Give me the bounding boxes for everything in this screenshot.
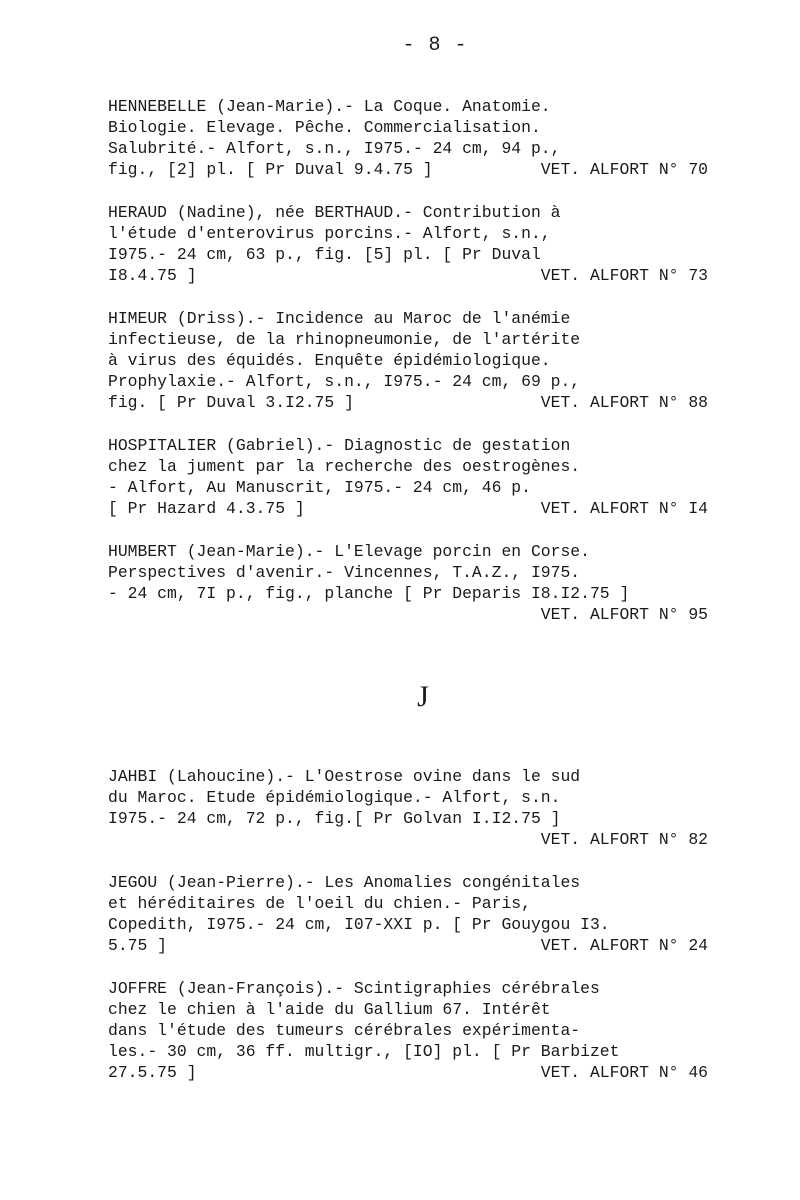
entry-line: JAHBI (Lahoucine).- L'Oestrose ovine dans le sud	[108, 767, 581, 786]
entry-line: HUMBERT (Jean-Marie).- L'Elevage porcin en Corse.	[108, 542, 590, 561]
entry-line: JEGOU (Jean-Pierre).- Les Anomalies congénitales	[108, 873, 581, 892]
entry-line: - Alfort, Au Manuscrit, I975.- 24 cm, 46 p.	[108, 478, 531, 497]
entry-line: infectieuse, de la rhinopneumonie, de l'artérite	[108, 330, 581, 349]
entry-line: à virus des équidés. Enquête épidémiologique.	[108, 351, 551, 370]
call-number: VET. ALFORT N° 46	[540, 1063, 708, 1082]
entry-line: Prophylaxie.- Alfort, s.n., I975.- 24 cm, 69 p.,	[108, 372, 581, 391]
bibliography-entry	[108, 202, 708, 286]
entry-line: fig. [ Pr Duval 3.I2.75 ] VET. ALFORT N° 88	[108, 393, 708, 412]
call-number: VET. ALFORT N° 88	[540, 393, 708, 412]
entry-line: Biologie. Elevage. Pêche. Commercialisation.	[108, 118, 541, 137]
call-number: VET. ALFORT N° I4	[540, 499, 708, 518]
bibliography-entry	[108, 308, 708, 413]
call-number: VET. ALFORT N° 82	[540, 830, 708, 849]
entry-line: les.- 30 cm, 36 ff. multigr., [IO] pl. [ Pr Barbizet	[108, 1042, 620, 1061]
call-number: VET. ALFORT N° 24	[540, 936, 708, 955]
entry-line: I8.4.75 ] VET. ALFORT N° 73	[108, 266, 708, 285]
section-letter: J	[417, 680, 429, 713]
entry-line	[108, 604, 708, 625]
call-number: VET. ALFORT N° 95	[540, 605, 708, 624]
entry-line: HOSPITALIER (Gabriel).- Diagnostic de gestation	[108, 436, 571, 455]
bibliography-entry	[108, 978, 708, 1083]
entry-line: [ Pr Hazard 4.3.75 ] VET. ALFORT N° I4	[108, 499, 708, 518]
entry-line: du Maroc. Etude épidémiologique.- Alfort, s.n.	[108, 788, 561, 807]
entry-line: dans l'étude des tumeurs cérébrales expérimenta-	[108, 1021, 581, 1040]
entry-line: fig., [2] pl. [ Pr Duval 9.4.75 ] VET. ALFORT N° 70	[108, 160, 708, 179]
entry-line: Perspectives d'avenir.- Vincennes, T.A.Z., I975.	[108, 563, 581, 582]
entry-line: I975.- 24 cm, 72 p., fig.[ Pr Golvan I.I2.75 ]	[108, 809, 561, 828]
entry-line: I975.- 24 cm, 63 p., fig. [5] pl. [ Pr Duval	[108, 245, 541, 264]
entry-line: chez le chien à l'aide du Gallium 67. Intérêt	[108, 1000, 551, 1019]
entry-line: - 24 cm, 7I p., fig., planche [ Pr Deparis I8.I2.75 ]	[108, 584, 630, 603]
entry-line: JOFFRE (Jean-François).- Scintigraphies cérébrales	[108, 979, 600, 998]
entry-line: HENNEBELLE (Jean-Marie).- La Coque. Anatomie.	[108, 97, 551, 116]
entries-j	[108, 766, 708, 1105]
entry-line: HIMEUR (Driss).- Incidence au Maroc de l'anémie	[108, 309, 571, 328]
entry-line: 5.75 ] VET. ALFORT N° 24	[108, 936, 708, 955]
entry-line: l'étude d'enterovirus porcins.- Alfort, s.n.,	[108, 224, 551, 243]
entry-line: Salubrité.- Alfort, s.n., I975.- 24 cm, 94 p.,	[108, 139, 561, 158]
bibliography-entry	[108, 96, 708, 180]
entry-line	[108, 829, 708, 850]
bibliography-entry	[108, 872, 708, 956]
entry-line: HERAUD (Nadine), née BERTHAUD.- Contribution à	[108, 203, 561, 222]
page-number: - 8 -	[402, 34, 468, 57]
bibliography-entry	[108, 435, 708, 519]
call-number: VET. ALFORT N° 73	[540, 266, 708, 285]
bibliography-entry	[108, 766, 708, 850]
entries-h	[108, 96, 708, 647]
entry-line: Copedith, I975.- 24 cm, I07-XXI p. [ Pr Gouygou I3.	[108, 915, 610, 934]
call-number: VET. ALFORT N° 70	[540, 160, 708, 179]
entry-line: et héréditaires de l'oeil du chien.- Paris,	[108, 894, 531, 913]
entry-line: chez la jument par la recherche des oestrogènes.	[108, 457, 581, 476]
bibliography-entry	[108, 541, 708, 625]
entry-line: 27.5.75 ] VET. ALFORT N° 46	[108, 1063, 708, 1082]
